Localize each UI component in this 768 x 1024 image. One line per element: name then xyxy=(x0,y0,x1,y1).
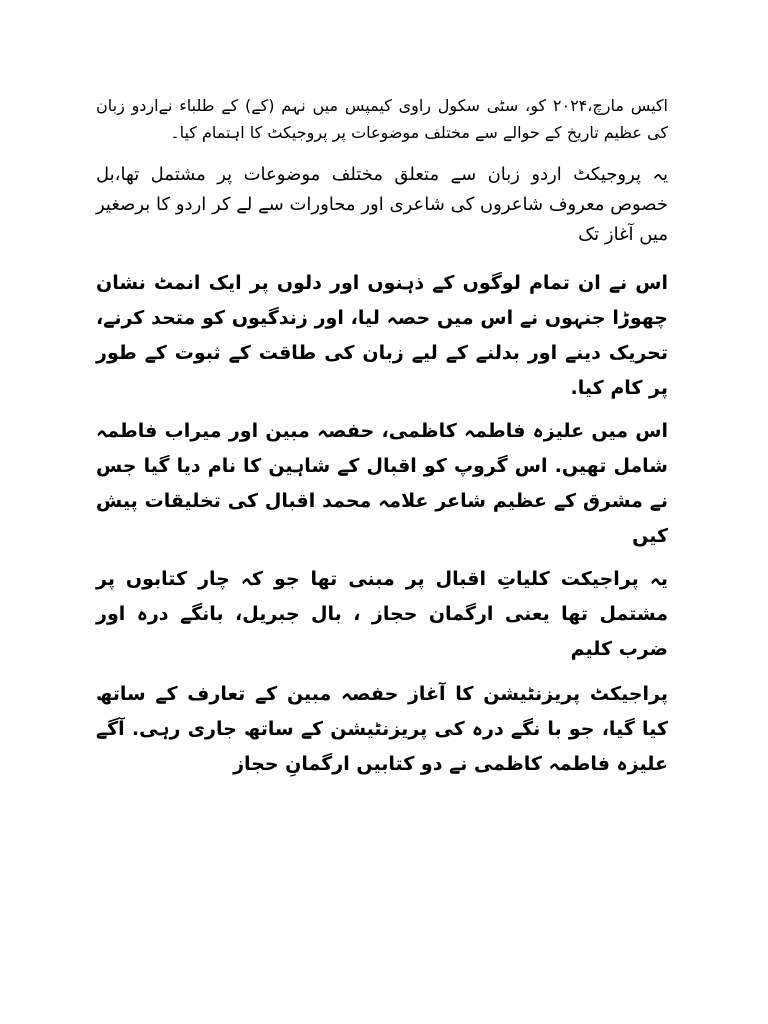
paragraph-presentation: پراجیکٹ پریزنٹیشن کا آغاز حفصہ مبین کے تعارف کے ساتھ کیا گیا، جو با نگے درہ کی پریزنٹیشن کے ساتھ جاری رہی. آگے علیزہ فاطمہ کاظمی نے دو کتابیں ارگمانِ حجاز xyxy=(96,683,668,775)
paragraph-impact: اس نے ان تمام لوگوں کے ذہنوں اور دلوں پر ایک انمٹ نشان چھوڑا جنہوں نے اس میں حصہ لیا، اور زندگیوں کو متحد کرنے، تحریک دینے اور بدلنے کے لیے زبان کی طاقت کے ثبوت کے طور پر کام کیا. xyxy=(96,272,668,399)
paragraph-group-members: اس میں علیزہ فاطمہ کاظمی، حفصہ مبین اور میراب فاطمہ شامل تھیں. اس گروپ کو اقبال کے شاہین کا نام دیا گیا جس نے مشرق کے عظیم شاعر علامہ محمد اقبال کی تخلیقات پیش کیں xyxy=(96,420,668,547)
paragraph-kulliyat-iqbal: یہ پراجیکت کلیاتِ اقبال پر مبنی تھا جو کہ چار کتابوں پر مشتمل تھا یعنی ارگمان حجاز ، بال جبریل، بانگے درہ اور ضرب کلیم xyxy=(96,568,668,660)
document-body xyxy=(96,92,668,782)
paragraph-project-topics: یہ پروجیکٹ اردو زبان سے متعلق مختلف موضوعات پر مشتمل تھا،بل خصوص معروف شاعروں کی شاعری اور محاورات سے لے کر اردو کا برصغیر میں آغاز تک xyxy=(96,164,668,245)
paragraph-event-intro: اکیس مارچ،۲۰۲۴ کو، سٹی سکول راوی کیمپس میں نہم (کے) کے طلباء نےاردو زبان کی عظیم تاریخ کے حوالے سے مختلف موضوعات پر پروجیکٹ کا اہتمام کیا۔ xyxy=(96,96,668,142)
